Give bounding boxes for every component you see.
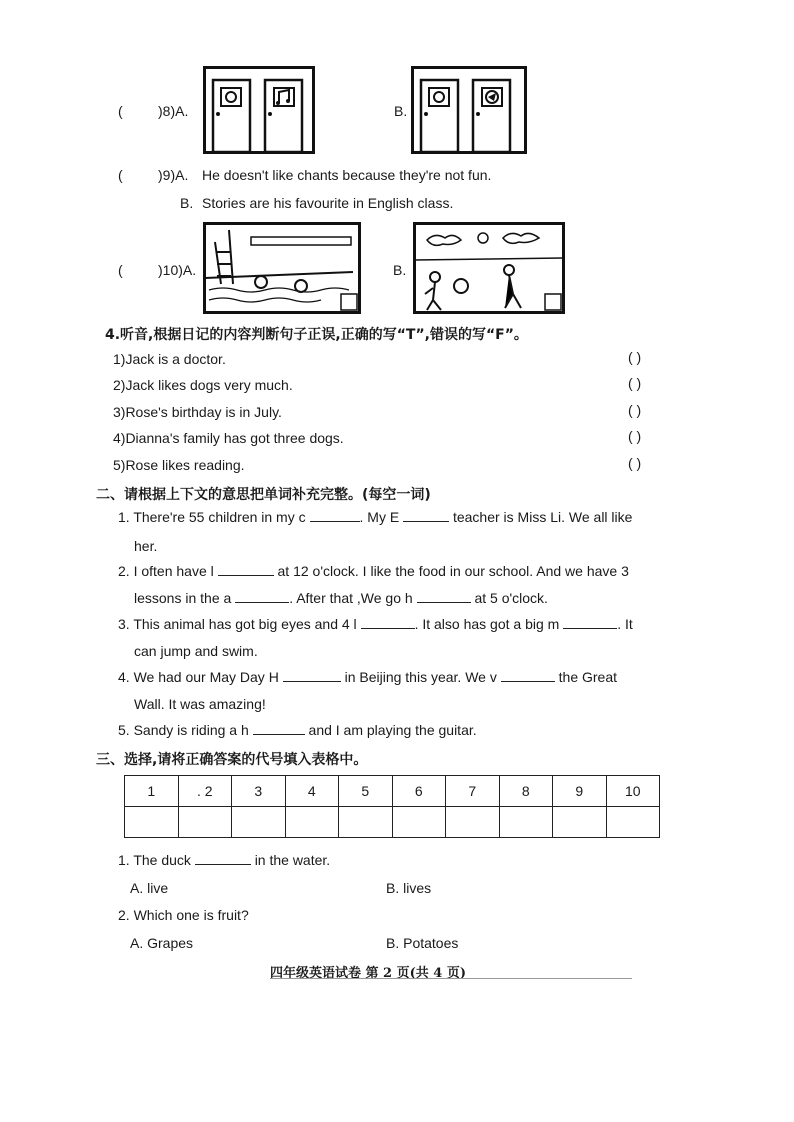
s4-item-4: 4)Dianna's family has got three dogs.	[113, 430, 344, 446]
q9-option-a: He doesn't like chants because they're not fun.	[202, 167, 492, 183]
blank[interactable]	[310, 509, 360, 522]
s4-answer-5[interactable]: ( )	[628, 455, 642, 471]
table-header: 8	[499, 776, 553, 807]
answer-table-header-row	[125, 776, 660, 807]
table-header: 9	[553, 776, 607, 807]
answer-cell[interactable]	[285, 807, 339, 838]
answer-cell[interactable]	[499, 807, 553, 838]
section3-title: 三、选择,请将正确答案的代号填入表格中。	[96, 752, 368, 768]
table-header: 7	[446, 776, 500, 807]
s2-q1-line1: 1. There're 55 children in my c . My E teacher is Miss Li. We all like	[118, 509, 633, 525]
s4-answer-2[interactable]: ( )	[628, 375, 642, 391]
s4-item-2: 2)Jack likes dogs very much.	[113, 377, 293, 393]
table-header: 5	[339, 776, 393, 807]
s3-q1-option-b[interactable]: B. lives	[386, 880, 432, 896]
answer-cell[interactable]	[606, 807, 660, 838]
blank[interactable]	[563, 616, 617, 629]
q8-picture-a	[203, 66, 315, 154]
answer-cell[interactable]	[125, 807, 179, 838]
s3-q1-option-a[interactable]: A. live	[130, 880, 169, 896]
answer-table-answer-row	[125, 807, 660, 838]
q8-paren: (	[118, 103, 123, 119]
table-header: 6	[392, 776, 446, 807]
s4-item-3: 3)Rose's birthday is in July.	[113, 404, 282, 420]
s3-q1-stem: 1. The duck in the water.	[118, 852, 331, 868]
s4-item-1: 1)Jack is a doctor.	[113, 351, 226, 367]
footer-rule	[270, 978, 632, 979]
answer-cell[interactable]	[553, 807, 607, 838]
section2-title: 二、请根据上下文的意思把单词补充完整。(每空一词)	[96, 487, 431, 503]
s2-q2-line1: 2. I often have l at 12 o'clock. I like the food in our school. And we have 3	[118, 563, 629, 579]
s3-q2-option-a[interactable]: A. Grapes	[130, 935, 194, 951]
table-header: 3	[232, 776, 286, 807]
s4-answer-4[interactable]: ( )	[628, 428, 642, 444]
q9-paren: (	[118, 167, 123, 183]
blank[interactable]	[403, 509, 449, 522]
blank[interactable]	[361, 616, 415, 629]
s2-q3-line1: 3. This animal has got big eyes and 4 l . It also has got a big m . It	[118, 616, 633, 632]
s2-q2-line2: lessons in the a . After that ,We go h at 5 o'clock.	[134, 590, 548, 606]
q10-paren: (	[118, 262, 123, 278]
q10-b-label: B.	[393, 262, 407, 278]
blank[interactable]	[253, 722, 305, 735]
s2-q3-line2: can jump and swim.	[134, 643, 258, 659]
q9-option-b: Stories are his favourite in English class.	[202, 195, 454, 211]
answer-cell[interactable]	[178, 807, 232, 838]
table-header: 4	[285, 776, 339, 807]
blank[interactable]	[417, 590, 471, 603]
answer-cell[interactable]	[232, 807, 286, 838]
q10-picture-b	[413, 222, 565, 314]
blank[interactable]	[501, 669, 555, 682]
s2-q1-line2: her.	[134, 538, 158, 554]
blank[interactable]	[235, 590, 289, 603]
blank[interactable]	[283, 669, 341, 682]
q10-picture-a	[203, 222, 361, 314]
s2-q5-line1: 5. Sandy is riding a h and I am playing the guitar.	[118, 722, 477, 738]
table-header: 1	[125, 776, 179, 807]
blank[interactable]	[195, 852, 251, 865]
answer-cell[interactable]	[339, 807, 393, 838]
q8-label: )8)A.	[158, 103, 189, 119]
q8-picture-b	[411, 66, 527, 154]
answer-cell[interactable]	[446, 807, 500, 838]
section4-title: 4.听音,根据日记的内容判断句子正误,正确的写“T”,错误的写“F”。	[105, 327, 528, 343]
page-footer: 四年级英语试卷 第 2 页(共 4 页)	[270, 966, 467, 981]
s4-item-5: 5)Rose likes reading.	[113, 457, 245, 473]
answer-table	[124, 775, 660, 838]
s2-q4-line1: 4. We had our May Day H in Beijing this year. We v the Great	[118, 669, 618, 685]
blank[interactable]	[218, 563, 274, 576]
q10-label: )10)A.	[158, 262, 197, 278]
table-header: . 2	[178, 776, 232, 807]
s4-answer-1[interactable]: ( )	[628, 349, 642, 365]
q8-b-label: B.	[394, 103, 408, 119]
s2-q4-line2: Wall. It was amazing!	[134, 696, 266, 712]
answer-cell[interactable]	[392, 807, 446, 838]
q9-label: )9)A.	[158, 167, 189, 183]
s3-q2-stem: 2. Which one is fruit?	[118, 907, 249, 923]
s4-answer-3[interactable]: ( )	[628, 402, 642, 418]
table-header: 10	[606, 776, 660, 807]
s3-q2-option-b[interactable]: B. Potatoes	[386, 935, 459, 951]
q9-b-label: B.	[180, 195, 194, 211]
